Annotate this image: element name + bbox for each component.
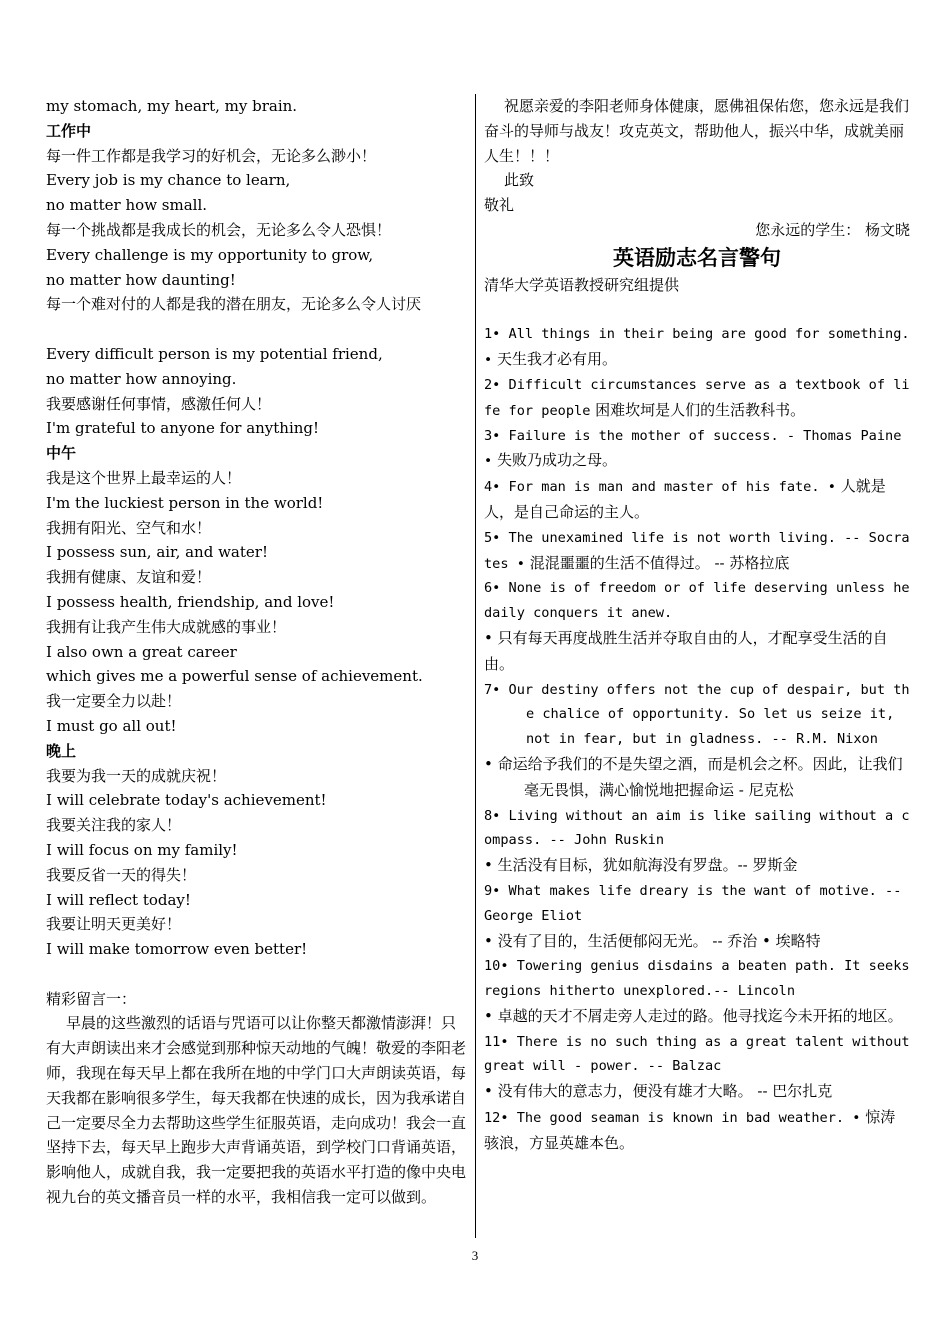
quote-chinese: • 没有了目的，生活便郁闷无光。 -- 乔治 • 埃略特	[484, 931, 821, 950]
text-line: 我一定要全力以赴！	[46, 692, 182, 711]
text-line: 我要让明天更美好！	[46, 915, 182, 934]
quote-chinese: • 没有伟大的意志力，便没有雄才大略。 -- 巴尔扎克	[484, 1082, 833, 1101]
quote-chinese: • 只有每天再度战胜生活并夺取自由的人，才配享受生活的自由。	[484, 628, 888, 673]
comment-paragraph: 早晨的这些激烈的话语与咒语可以让你整天都激情澎湃！只有大声朗读出来才会感觉到那种惊天动地的气魄！敬爱的李阳老师，我现在每天早上都在我所在地的中学门口大声朗读英语，每天我都在影响很多学生，每天我都在快速的成长，因为我承诺自己一定要尽全力去帮助这些学生征服英语，走向成功！我会一直坚持下去，每天早上跑步大声背诵英语，到学校门口背诵英语，影响他人，成就自我，我一定要把我的英语水平打造的像中央电视九台的英文播音员一样的水平，我相信我一定可以做到。	[46, 1014, 467, 1207]
quote-chinese: • 卓越的天才不屑走旁人走过的路。他寻找迄今未开拓的地区。	[484, 1006, 903, 1025]
text-line: 每一个挑战都是我成长的机会，无论多么令人恐惧！	[46, 220, 392, 239]
quote-chinese: 天生我才必有用。	[492, 350, 617, 369]
closing-line-1: 此致	[504, 171, 535, 190]
text-line: which gives me a powerful sense of achievement.	[46, 667, 423, 686]
page-number: 3	[471, 1248, 479, 1263]
text-line: 我拥有阳光、空气和水！	[46, 518, 212, 537]
quote-item	[484, 424, 910, 475]
quote-chinese: 混混噩噩的生活不值得过。 -- 苏格拉底	[524, 553, 790, 572]
text-line: 我要关注我的家人！	[46, 816, 182, 835]
left-column	[46, 94, 470, 1210]
text-line: no matter how small.	[46, 196, 208, 215]
text-line: 我要反省一天的得失！	[46, 865, 197, 884]
text-line: Every difficult person is my potential friend,	[46, 344, 383, 363]
text-line: no matter how annoying.	[46, 369, 237, 388]
text-line: I will make tomorrow even better!	[46, 940, 308, 959]
section-subtitle: 清华大学英语教授研究组提供	[484, 275, 680, 294]
quote-item	[484, 474, 910, 526]
spacer	[484, 298, 910, 323]
quote-list	[484, 322, 910, 1156]
section-heading: 中午	[46, 444, 77, 463]
quote-english: 9• What makes life dreary is the want of motive. -- George Eliot	[484, 882, 902, 924]
quote-item	[484, 879, 910, 929]
section-heading: 晚上	[46, 741, 77, 760]
text-line: 我要为我一天的成就庆祝！	[46, 766, 227, 785]
text-line: 精彩留言一：	[46, 989, 137, 1008]
text-line: I will focus on my family!	[46, 840, 238, 859]
quote-item	[484, 929, 910, 955]
quote-chinese: • 命运给予我们的不是失望之酒，而是机会之杯。因此，让我们毫无畏惧，满心愉悦地把握命运 - 尼克松	[484, 754, 903, 799]
quote-chinese: 人就是人，是自己命运的主人。	[484, 477, 886, 521]
quote-item	[484, 1105, 910, 1157]
text-line: 每一件工作都是我学习的好机会，无论多么渺小！	[46, 146, 377, 165]
text-line: 我拥有让我产生伟大成就感的事业！	[46, 617, 287, 636]
quote-item	[484, 526, 910, 577]
text-line: no matter how daunting!	[46, 270, 236, 289]
quote-chinese: 惊涛骇浪，方显英雄本色。	[484, 1108, 896, 1152]
text-line: my stomach, my heart, my brain.	[46, 97, 298, 115]
text-line: I'm the luckiest person in the world!	[46, 493, 324, 512]
text-line: Every job is my chance to learn,	[46, 171, 291, 190]
quote-chinese: • 生活没有目标，犹如航海没有罗盘。-- 罗斯金	[484, 856, 798, 875]
quote-english: 12• The good seaman is known in bad weather. •	[484, 1110, 861, 1127]
spacer	[46, 962, 470, 987]
signature: 您永远的学生： 杨文晓	[755, 220, 910, 239]
text-line: 我要感谢任何事情，感激任何人！	[46, 394, 272, 413]
text-line: I possess health, friendship, and love!	[46, 592, 335, 611]
quote-item	[484, 322, 910, 373]
quote-item	[484, 576, 910, 626]
right-column	[484, 94, 910, 1157]
quote-item	[484, 678, 910, 752]
quote-english: 8• Living without an aim is like sailing without a compass. -- John Ruskin	[484, 807, 910, 849]
quote-english: 5• The unexamined life is not worth living. -- Socrates •	[484, 529, 910, 572]
quote-item	[484, 1004, 910, 1030]
quote-item	[484, 954, 910, 1004]
closing-line-2: 敬礼	[484, 196, 515, 215]
quote-english: 7• Our destiny offers not the cup of despair, but the chalice of opportunity. So let us seize it, not in fear, but in gladness. -- R.M. Nixon	[484, 681, 910, 748]
spacer	[46, 317, 470, 342]
quote-english: 1• All things in their being are good for something. •	[484, 326, 910, 369]
quote-item	[484, 752, 910, 804]
quote-item	[484, 1030, 910, 1080]
quote-english: 10• Towering genius disdains a beaten path. It seeks regions hitherto unexplored.-- Lincoln	[484, 958, 910, 1000]
text-line: I also own a great career	[46, 642, 237, 661]
column-divider	[475, 94, 476, 1238]
section-title: 英语励志名言警句	[613, 245, 781, 270]
text-line: I will reflect today!	[46, 890, 191, 909]
quote-english: 6• None is of freedom or of life deserving unless he daily conquers it anew.	[484, 580, 910, 622]
section-heading: 工作中	[46, 121, 92, 140]
quote-item	[484, 804, 910, 854]
letter-paragraph: 祝愿亲爱的李阳老师身体健康，愿佛祖保佑您，您永远是我们奋斗的导师与战友！攻克英文，帮助他人，振兴中华，成就美丽人生！！！	[484, 97, 910, 165]
quote-english: 3• Failure is the mother of success. - Thomas Paine •	[484, 427, 902, 470]
quote-item	[484, 853, 910, 879]
text-line: I possess sun, air, and water!	[46, 543, 268, 562]
text-line: 我是这个世界上最幸运的人！	[46, 468, 242, 487]
text-line: 每一个难对付的人都是我的潜在朋友，无论多么令人讨厌	[46, 295, 422, 314]
text-line: I'm grateful to anyone for anything!	[46, 419, 320, 438]
quote-english: 2• Difficult circumstances serve as a textbook of life for people	[484, 376, 910, 419]
text-line: I will celebrate today's achievement!	[46, 791, 327, 810]
text-line: I must go all out!	[46, 716, 177, 735]
quote-item	[484, 626, 910, 678]
quote-chinese: 失败乃成功之母。	[492, 451, 617, 470]
text-line: Every challenge is my opportunity to grow,	[46, 245, 374, 264]
quote-english: 4• For man is man and master of his fate. •	[484, 479, 836, 496]
quote-english: 11• There is no such thing as a great talent without great will - power. -- Balzac	[484, 1033, 910, 1075]
quote-item	[484, 1079, 910, 1105]
quote-chinese: 困难坎坷是人们的生活教科书。	[590, 400, 806, 419]
quote-item	[484, 373, 910, 424]
text-line: 我拥有健康、友谊和爱！	[46, 568, 212, 587]
